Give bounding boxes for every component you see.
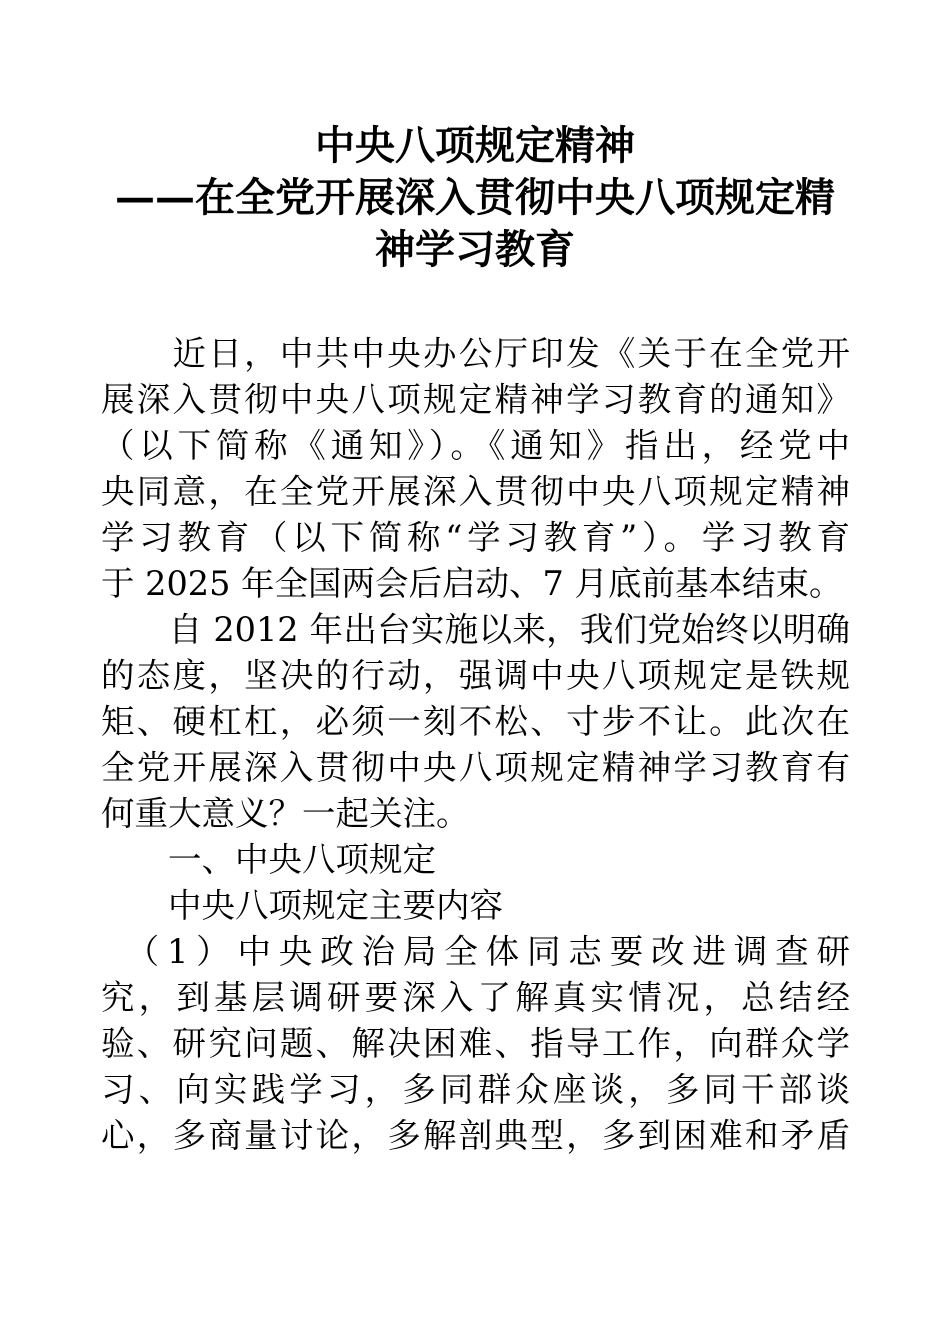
body-line: 展深入贯彻中央八项规定精神学习教育的通知》 [101, 380, 850, 419]
body-line: 心，多商量讨论，多解剖典型，多到困难和矛盾 [101, 1116, 850, 1155]
body-line: 究，到基层调研要深入了解真实情况，总结经 [101, 978, 850, 1017]
body-line: 习、向实践学习，多同群众座谈，多同干部谈 [101, 1070, 850, 1109]
body-line: （1）中央政治局全体同志要改进调查研 [101, 932, 850, 971]
document-body [101, 331, 850, 1159]
body-line: 矩、硬杠杠，必须一刻不松、寸步不让。此次在 [101, 702, 850, 741]
body-line: 央同意，在全党开展深入贯彻中央八项规定精神 [101, 472, 850, 511]
title-line-1: 中央八项规定精神 [315, 122, 635, 169]
body-line: 自 2012 年出台实施以来，我们党始终以明确 [101, 610, 850, 649]
body-line: 何重大意义？一起关注。 [101, 794, 470, 833]
body-line: 学习教育（以下简称“学习教育”）。学习教育 [101, 518, 850, 557]
body-line: 近日，中共中央办公厅印发《关于在全党开 [101, 334, 850, 373]
document-title [100, 120, 850, 276]
title-line-3: 神学习教育 [375, 226, 575, 273]
body-line: 于 2025 年全国两会后启动、7 月底前基本结束。 [101, 564, 843, 603]
body-line: （以下简称《通知》）。《通知》指出，经党中 [101, 426, 850, 465]
body-line: 一、中央八项规定 [101, 840, 436, 879]
body-line: 的态度，坚决的行动，强调中央八项规定是铁规 [101, 656, 850, 695]
body-line: 全党开展深入贯彻中央八项规定精神学习教育有 [101, 748, 850, 787]
title-line-2: ——在全党开展深入贯彻中央八项规定精 [115, 174, 835, 221]
body-line: 验、研究问题、解决困难、指导工作，向群众学 [101, 1024, 850, 1063]
body-line: 中央八项规定主要内容 [101, 886, 503, 925]
